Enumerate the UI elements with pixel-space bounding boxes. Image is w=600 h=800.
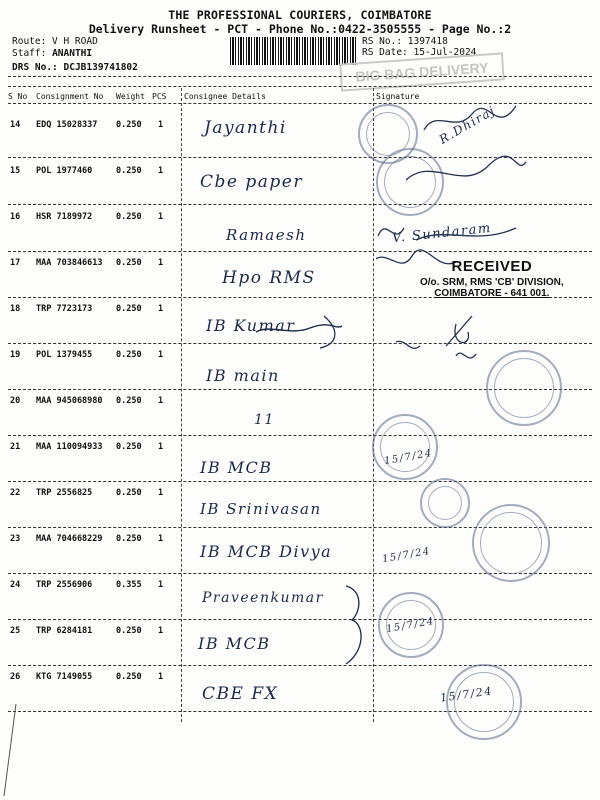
drs-label: DRS No.:: [12, 62, 58, 73]
row-consignee: Praveenkumar: [202, 590, 324, 606]
row-sno: 20: [10, 396, 21, 406]
received-city: COIMBATORE - 641 001.: [434, 288, 550, 299]
received-stamp: [420, 258, 564, 299]
row-consignment: MAA 704668229: [36, 534, 103, 544]
column-divider: [181, 88, 182, 722]
row-sno: 17: [10, 258, 21, 268]
row-consignee: IB MCB Divya: [200, 542, 333, 561]
strikethrough-scribble: [250, 310, 350, 350]
staff-name: ANANTHI: [52, 48, 93, 59]
row-consignee: Jayanthi: [204, 118, 287, 138]
row-consignment: POL 1977460: [36, 166, 93, 176]
divider: [8, 86, 592, 87]
row-pcs: 1: [158, 580, 164, 590]
runsheet-subtitle: Delivery Runsheet - PCT - Phone No.:0422-3505555 - Page No.:2: [88, 22, 512, 36]
row-sno: 18: [10, 304, 21, 314]
row-consignment: TRP 6284181: [36, 626, 93, 636]
row-consignee: Hpo RMS: [222, 268, 316, 288]
row-weight: 0.250: [116, 672, 142, 682]
drs-line: [12, 62, 138, 73]
col-header-signature: Signature: [376, 92, 420, 101]
row-weight: 0.250: [116, 212, 142, 222]
row-pcs: 1: [158, 212, 164, 222]
row-weight: 0.250: [116, 442, 142, 452]
signature-date: 15/7/24: [439, 684, 494, 705]
row-pcs: 1: [158, 166, 164, 176]
signature-note: V. Sundaram: [391, 220, 493, 247]
rs-date: RS Date: 15-Jul-2024: [362, 47, 477, 58]
row-consignee: IB main: [206, 366, 280, 385]
row-consignment: HSR 7189972: [36, 212, 93, 222]
row-sno: 14: [10, 120, 21, 130]
row-consignee: Ramaesh: [226, 226, 307, 244]
row-pcs: 1: [158, 534, 164, 544]
row-consignee: CBE FX: [202, 684, 279, 704]
row-consignment: TRP 2556825: [36, 488, 93, 498]
row-pcs: 1: [158, 120, 164, 130]
row-sno: 24: [10, 580, 21, 590]
row-consignee: Cbe paper: [200, 172, 303, 192]
row-weight: 0.250: [116, 488, 142, 498]
col-header-consignee: Consignee Details: [184, 92, 266, 101]
row-weight: 0.250: [116, 534, 142, 544]
page-edge-mark: [0, 700, 30, 800]
row-pcs: 1: [158, 442, 164, 452]
route-label: Route: V H ROAD: [12, 36, 98, 47]
row-sno: 26: [10, 672, 21, 682]
row-sno: 15: [10, 166, 21, 176]
row-consignment: MAA 945068980: [36, 396, 103, 406]
col-header-pcs: PCS: [152, 92, 167, 101]
row-pcs: 1: [158, 258, 164, 268]
row-sno: 21: [10, 442, 21, 452]
row-sno: 25: [10, 626, 21, 636]
divider: [8, 76, 592, 77]
row-consignment: TRP 7723173: [36, 304, 93, 314]
row-consignment: KTG 7149055: [36, 672, 93, 682]
brace-scribble: [338, 580, 378, 670]
row-consignment: EDQ 15028337: [36, 120, 98, 130]
row-sno: 23: [10, 534, 21, 544]
row-sno: 16: [10, 212, 21, 222]
row-consignee: IB MCB: [198, 634, 271, 653]
row-consignment: MAA 703846613: [36, 258, 103, 268]
row-weight: 0.250: [116, 304, 142, 314]
row-weight: 0.250: [116, 166, 142, 176]
row-consignment: POL 1379455: [36, 350, 93, 360]
row-weight: 0.250: [116, 626, 142, 636]
row-weight: 0.250: [116, 120, 142, 130]
staff-line: [12, 48, 92, 59]
drs-number: DCJB139741802: [63, 62, 138, 73]
row-weight: 0.250: [116, 350, 142, 360]
row-consignee: IB Srinivasan: [200, 500, 322, 518]
ghost-stamp: BIG BAG DELIVERY: [339, 52, 505, 91]
row-pcs: 1: [158, 350, 164, 360]
row-consignment: MAA 110094933: [36, 442, 103, 452]
row-weight: 0.355: [116, 580, 142, 590]
row-consignee: IB Kumar: [206, 316, 296, 335]
signature-date: 15/7/24: [381, 545, 432, 566]
row-consignee: IB MCB: [200, 458, 273, 477]
received-office: O/o. SRM, RMS 'CB' DIVISION,: [420, 277, 564, 288]
row-consignment: TRP 2556906: [36, 580, 93, 590]
row-sno: 22: [10, 488, 21, 498]
signature-note: R.Dhiraj: [436, 103, 498, 147]
row-pcs: 1: [158, 488, 164, 498]
signature-date: 15/7/24: [383, 447, 434, 468]
barcode: [230, 37, 358, 65]
row-sno: 19: [10, 350, 21, 360]
row-pcs: 1: [158, 672, 164, 682]
row-pcs: 1: [158, 626, 164, 636]
rs-number: RS No.: 1397418: [362, 36, 448, 47]
received-title: RECEIVED: [451, 258, 533, 275]
row-pcs: 1: [158, 396, 164, 406]
col-header-sno: S No: [8, 92, 28, 101]
col-header-consignment: Consignment No: [36, 92, 104, 101]
company-title: THE PROFESSIONAL COURIERS, COIMBATORE: [168, 8, 432, 22]
signature-date: 15/7/24: [385, 615, 436, 636]
row-weight: 0.250: [116, 258, 142, 268]
row-pcs: 1: [158, 304, 164, 314]
row-weight: 0.250: [116, 396, 142, 406]
staff-label: Staff:: [12, 48, 47, 59]
row-consignee: 11: [254, 412, 275, 428]
col-header-weight: Weight: [116, 92, 145, 101]
